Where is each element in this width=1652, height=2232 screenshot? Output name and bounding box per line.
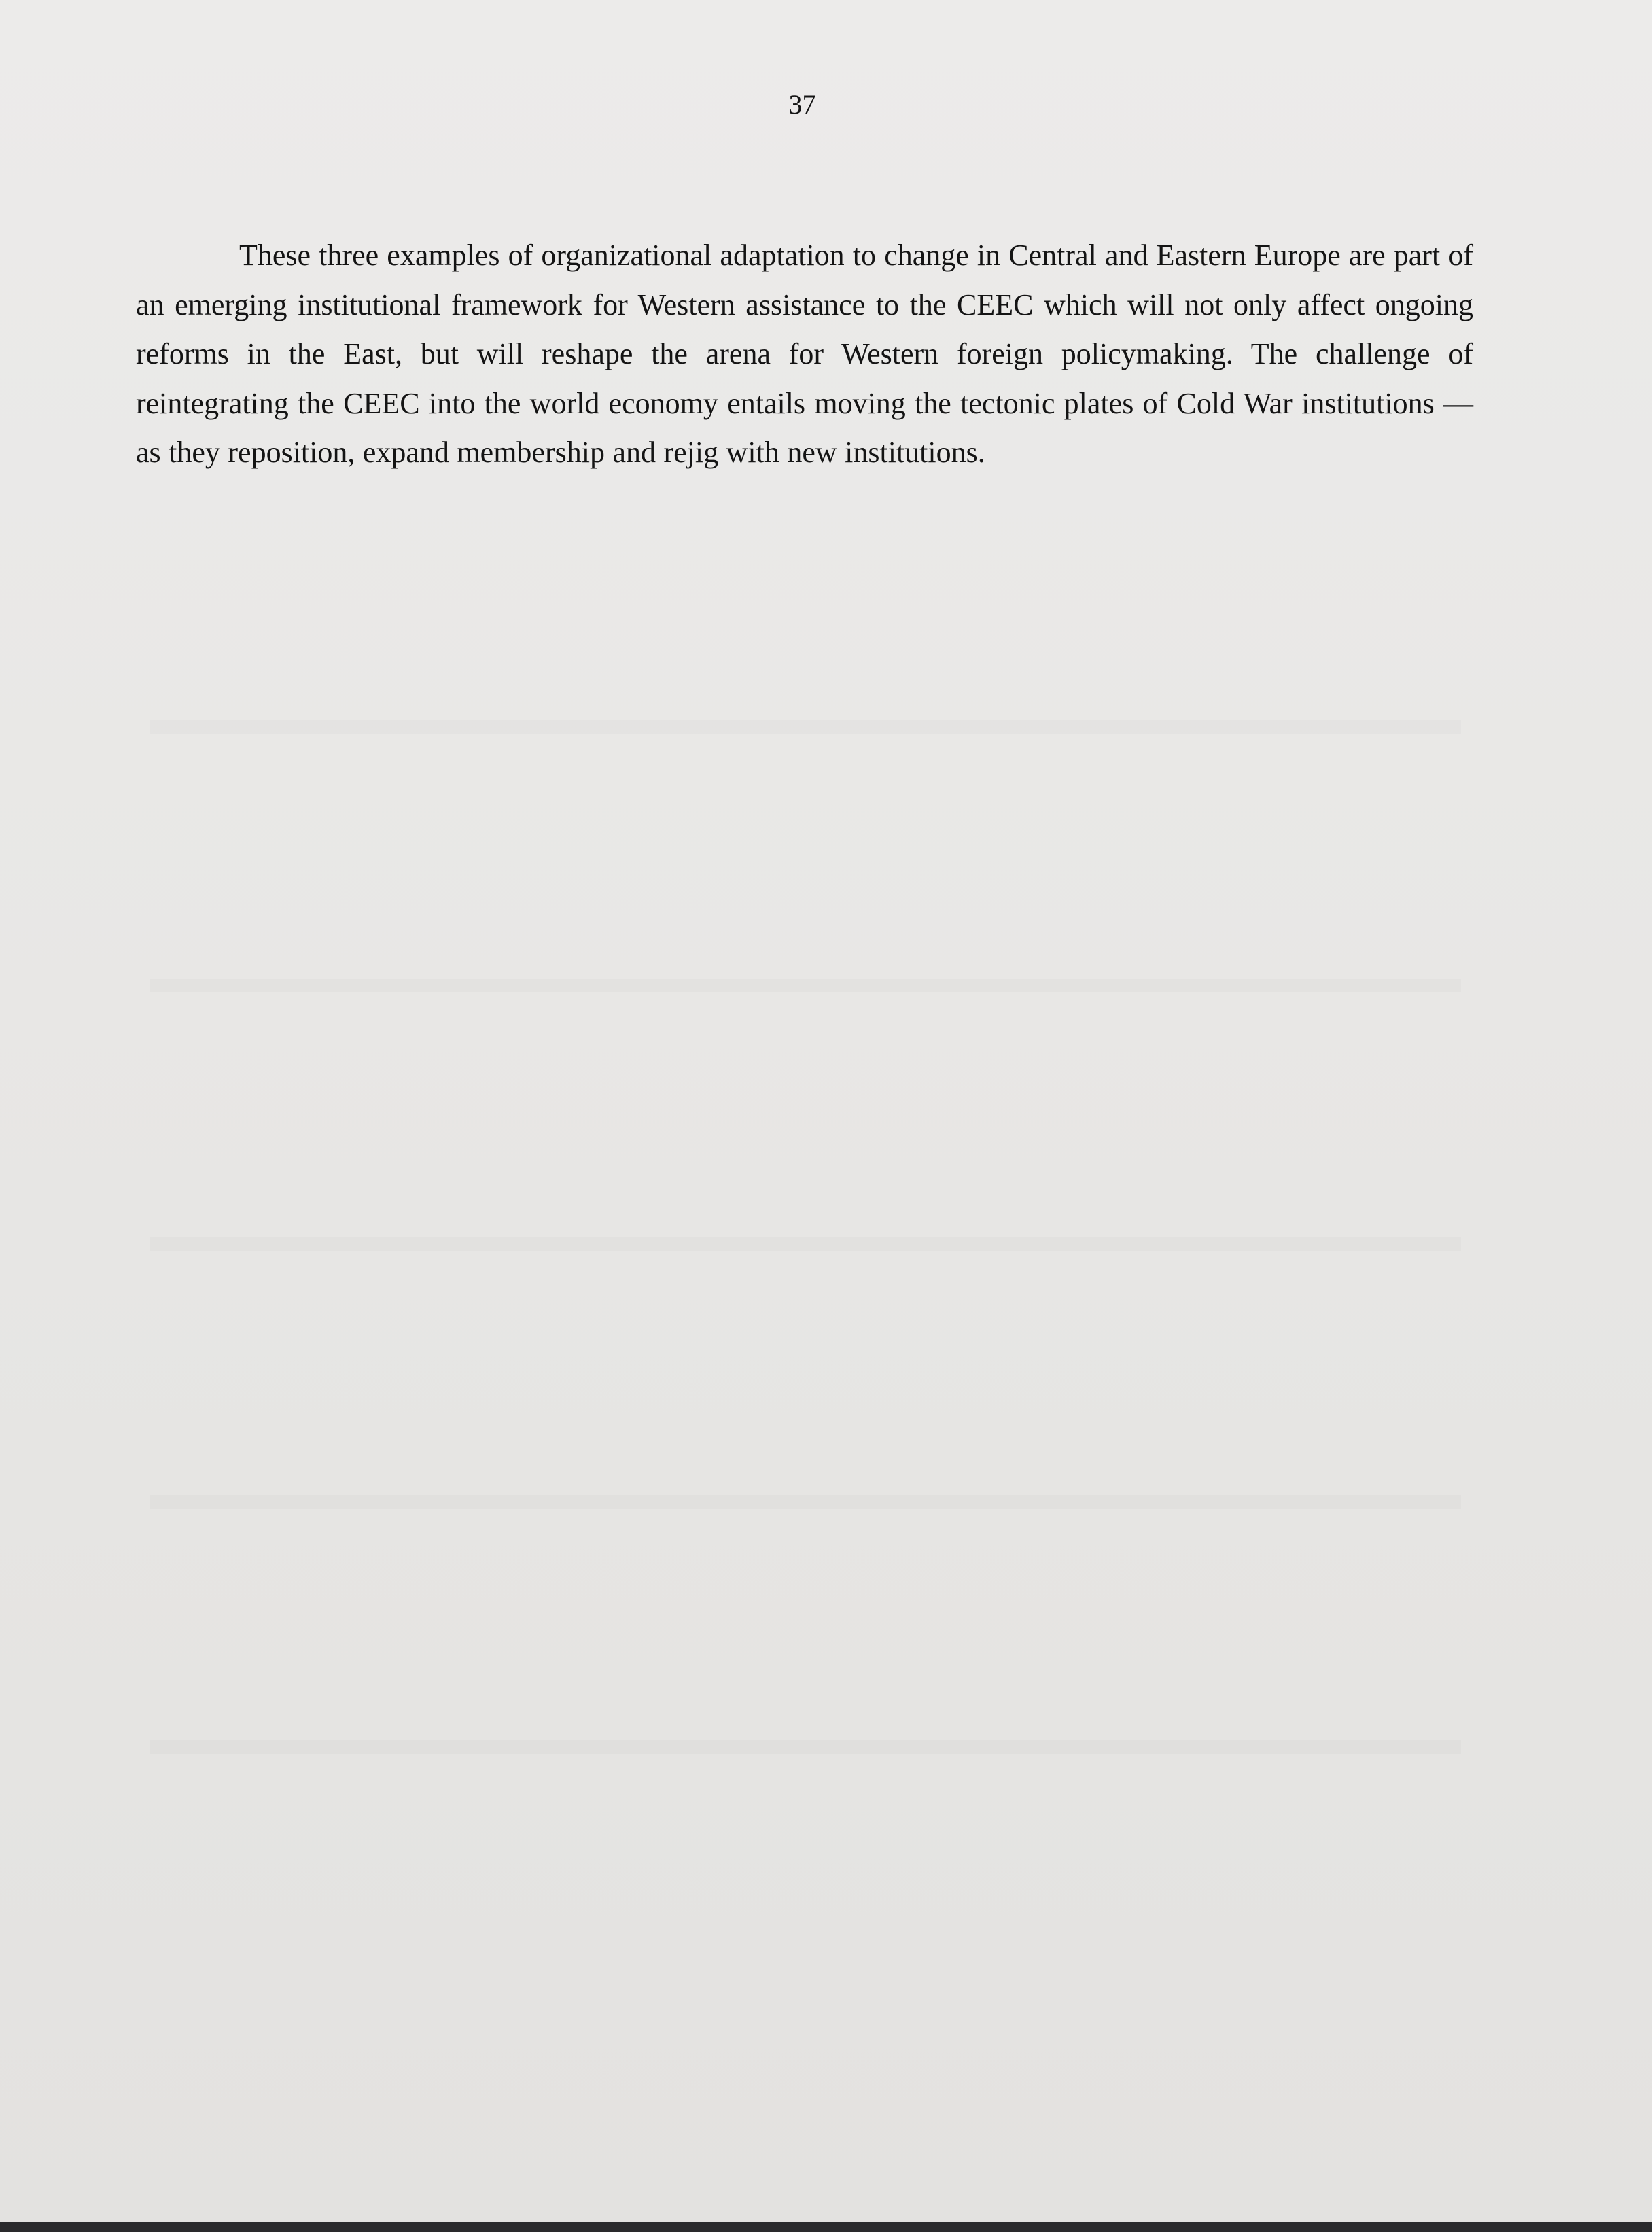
scan-bottom-edge bbox=[0, 2222, 1652, 2232]
body-paragraph: These three examples of organizational adaptation to change in Central and Eastern Europe are part of an emerging institutional framework for Western assistance to the CEEC which will not only affect ongoing reforms in the East, but will reshape the arena for Western foreign policymaking. The challenge of reintegrating the CEEC into the world economy entails moving the tectonic plates of Cold War institutions — as they reposition, expand membership and rejig with new institutions. bbox=[136, 239, 1473, 469]
page-number: 37 bbox=[788, 89, 816, 120]
show-through-shadow bbox=[150, 979, 1461, 992]
show-through-shadow bbox=[150, 1495, 1461, 1509]
show-through-shadow bbox=[150, 1740, 1461, 1754]
show-through-shadow bbox=[150, 720, 1461, 734]
show-through-shadow bbox=[150, 1237, 1461, 1251]
